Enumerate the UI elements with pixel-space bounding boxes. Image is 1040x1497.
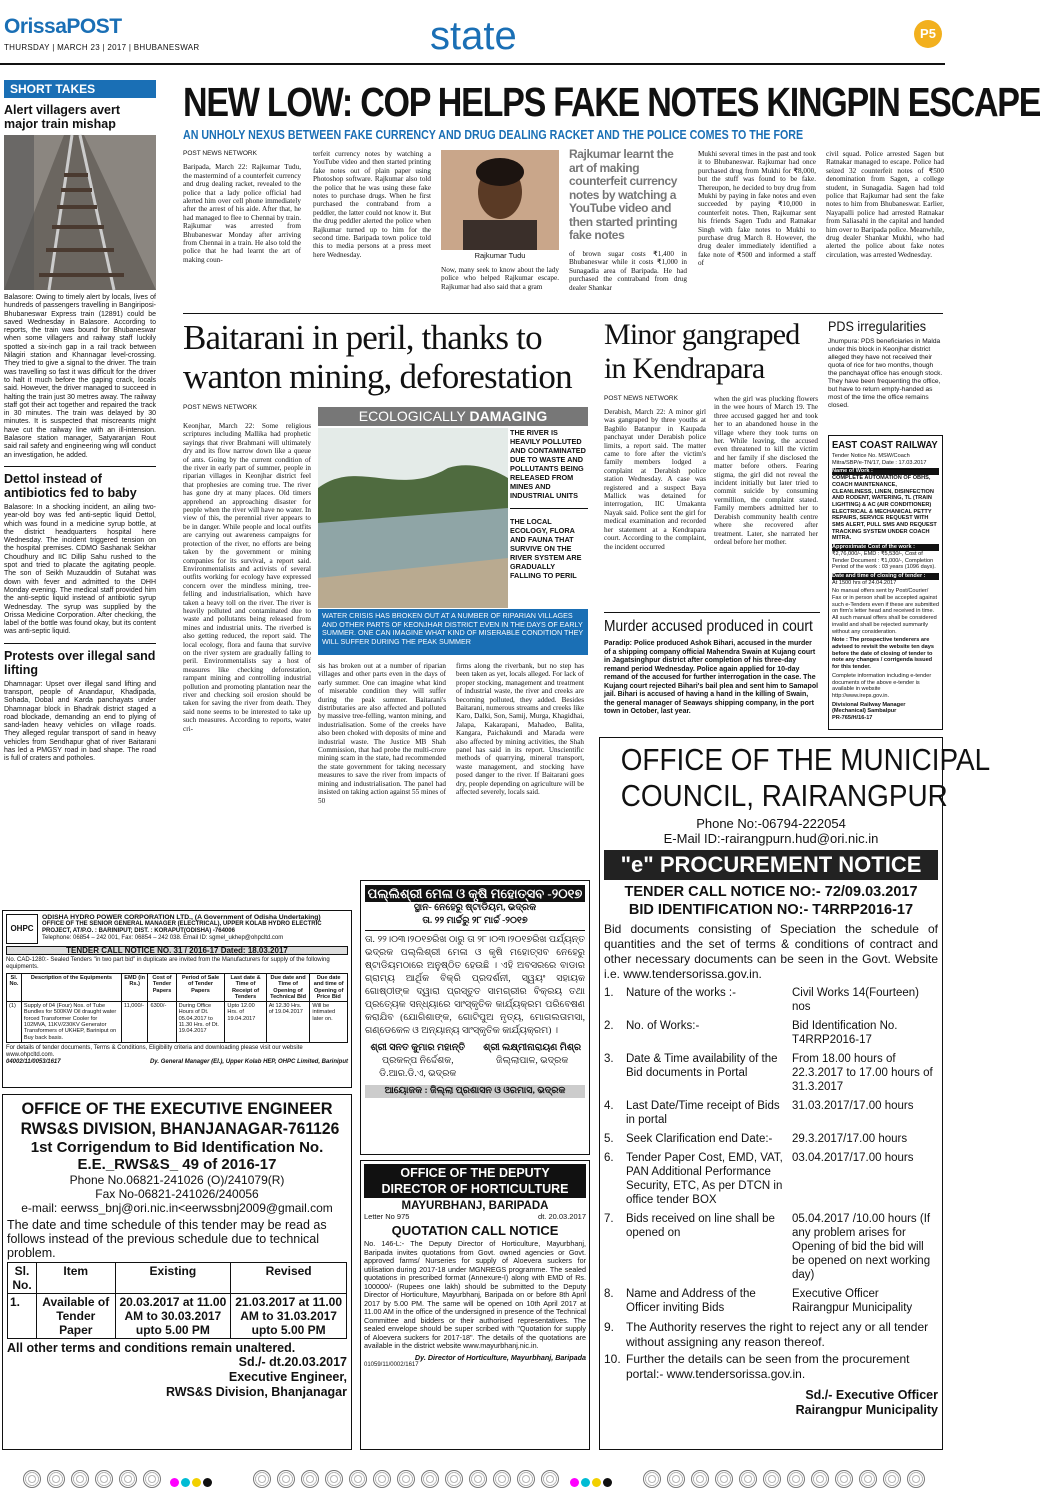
ecr-notice-no: Tender Notice No. MSW/Coach Mitra/SBP/e-TN/17, Date : 17.03.2017 bbox=[832, 453, 927, 466]
table-cell: Will be intimated later on. bbox=[310, 1002, 348, 1043]
table-row bbox=[7, 1002, 348, 1043]
table-header: Existing bbox=[115, 1263, 231, 1294]
ohpc-notice: TENDER CALL NOTICE NO. 31 / 2016-17 Dated: 18.03.2017 bbox=[6, 946, 348, 955]
table-cell: Upto 12.00 Hrs. of 19.04.2017 bbox=[225, 1002, 266, 1043]
byline: POST NEWS NETWORK bbox=[183, 404, 257, 411]
item-value: 05.04.2017 /10.00 hours (If any problem arises for Opening of bid the bid will be opened on next working day) bbox=[792, 1213, 931, 1281]
horti-sign: Dy. Director of Horticulture, Mayurbhanj, Baripada bbox=[414, 1352, 586, 1362]
pallishree-venue: ସ୍ଥାନ- ନେହେରୁ ଷ୍ଟାଡିୟମ, ଭଦ୍ରକ bbox=[413, 903, 537, 913]
masthead-logo: OrissaPOST bbox=[4, 15, 122, 38]
article-text: Baripada, March 22: Rajkumar Tudu, the mastermind of a counterfeit currency and drug dealing racket, revealed to the police that a lady police official had alerted him over cell phone immediately after the arrest of his aide. After that, he had managed to flee to Chennai by train. Rajkumar was arrested from Bhubaneswar Monday after arriving from Chennai in a train. He also told the police that he had learnt the art of making coun- bbox=[183, 163, 301, 264]
lead-col4: of brown sugar costs ₹1,400 in Bhubaneswar while it costs ₹1,000 in Sunagadia area of Baripada. He had purchased the contraband from drug dealer Shankar bbox=[569, 250, 687, 292]
pallishree-organiser: ଆୟୋଜକ : ଜିଲ୍ଲା ପ୍ରଶାସନ ଓ ଓରମାସ, ଭଦ୍ରକ bbox=[365, 1085, 585, 1098]
lead-col5: Mukhi several times in the past and took it to Bhubaneswar. Rajkumar had once purchased drug from Mukhi for ₹8,000, but the stuff was found to be fake. Thereupon, he decided to buy drug from Mukhi by paying in fake notes and even succeeded by paying ₹10,000 in counterfeit notes. Then, Rajkumar sent his friends Sagen Tudu and Ratnakar Singh with fake notes to Mukhi to purchase drug March 8. However, the drug dealer immediately identified a fake note of ₹500 and informed a staff of bbox=[698, 150, 816, 268]
item-label: Last Date/Time receipt of Bids in portal bbox=[626, 1100, 780, 1126]
minor-col2: when the girl was plucking flowers in the wee hours of March 19. The three accused gagged her and took her to an abandoned house in the village where they took turns on her. While leaving, the accused even threatened to kill the victim and her family if she disclosed the matter before others. Fearing stigma, the girl did not reveal the incident initially but later tried to commit suicide by consuming vermillion, the complaint stated. Family members admitted her to Derabish community health centre where she recovered after treatment. Later, she narrated her ordeal before her mother. bbox=[714, 395, 818, 546]
horti-code: 01059/11/0002/1617 bbox=[364, 1361, 419, 1368]
short-take-headline: Alert villagers avert major train mishap bbox=[4, 103, 121, 131]
print-registration-strip bbox=[0, 1468, 945, 1492]
page-number-badge bbox=[914, 20, 942, 48]
table-header: Period of Sale of Tender Papers bbox=[176, 974, 225, 1002]
color-dots bbox=[570, 1474, 614, 1492]
ohpc-footer: For details of tender documents, Terms & Conditions, Eligibility criteria and downloading please visit our website www.ohpcltd.com. bbox=[6, 1044, 303, 1058]
masthead bbox=[4, 15, 122, 39]
item-label: Date & Time availability of the Bid documents in Portal bbox=[626, 1053, 778, 1079]
municipal-sign: Sd./- Executive Officer bbox=[805, 1388, 938, 1402]
table-cell: 20.03.2017 at 11.00 AM to 30.03.2017 upto 5.00 PM bbox=[115, 1294, 231, 1339]
ohpc-office: OFFICE OF THE SENIOR GENERAL MANAGER (ELECTRICAL), UPPER KOLAB HYDRO ELECTRIC PROJECT, AT/P.O. : BARINIPUT; DIST. : KORAPUT(ODISHA) -764006 bbox=[42, 921, 322, 934]
item-number: 2. bbox=[604, 1020, 614, 1032]
east-coast-railway-ad bbox=[828, 435, 943, 730]
item-label: Name and Address of the Officer inviting Bids bbox=[626, 1288, 756, 1314]
municipal-item-row bbox=[604, 1019, 938, 1047]
lead-subhead: AN UNHOLY NEXUS BETWEEN FAKE CURRENCY AND DRUG DEALING RACKET AND THE POLICE COMES TO THE FORE bbox=[183, 127, 804, 142]
divider bbox=[604, 612, 820, 613]
ohpc-contact: Telephone: 06854 – 242 001, Fax: 06854 – 242 038. Email ID: sgmel_ukhep@ohpcltd.com bbox=[42, 935, 284, 941]
pallishree-title: ପଲ୍ଲିଶ୍ରୀ ମେଳା ଓ କୃଷି ମହୋତ୍ସବ -୨୦୧୭ bbox=[365, 885, 585, 902]
item-label: Tender Paper Cost, EMD, VAT, PAN Additional Performance Security, ETC, As per DTCN in office tender BOX bbox=[626, 1152, 783, 1206]
item-text: Further the details can be seen from the procurement portal:- www.tendersorissa.gov.in. bbox=[626, 1352, 910, 1381]
registration-marks bbox=[20, 1470, 164, 1493]
registration-marks bbox=[250, 1470, 562, 1493]
item-number: 7. bbox=[604, 1213, 614, 1225]
table-cell: Available of Tender Paper bbox=[37, 1294, 116, 1339]
murder-body: Paradip: Police produced Ashok Bihari, accused in the murder of a shipping company official Mahendra Swain at Kujang court in Jagatsinghpur district after completion of his three-day remand period Wednesday. Police again applied for 10-day remand of the accused for further interrogation in the case. The Kujang court rejected Bihari's bail plea and sent him to Samapol jail. Bihari is accused of having a hand in the killing of Swain, the general manager of Seaways shipping company, in the port town in October, last year. bbox=[604, 640, 819, 715]
ecr-sign: Divisional Railway Manager (Mechanical) Sambalpur bbox=[832, 701, 906, 715]
short-take-body: Balasore: In a shocking incident, an ailing two-year-old boy was fed anti-septic liquid Dettol, which was found in a medicine syrup bottle, at the district headquarters hospital here Wednesday. The incident triggered tension on the hospital premises. CDMO Sashanak Sekhar Choudhury and IIC Dillip Sahu rushed to the spot and tried to placate the agitating people. The son of Seikh Muzauddin of Sutahat was down with fever and admitted to the DHH Monday evening. The medical staff provided him the anti-septic liquid instead of antibiotic syrup Wednesday. The syrup was supplied by the Orissa Medicine Corporation. After checking, the label of the bottle was found okay, but its content was anti-septic liquid. bbox=[4, 503, 156, 636]
horti-title: OFFICE OF THE DEPUTY DIRECTOR OF HORTICULTURE bbox=[364, 1164, 586, 1198]
header-rule bbox=[0, 63, 945, 65]
ecr-cost-label: Approximate Cost of the work : bbox=[832, 544, 939, 551]
item-label: Seek Clarification end Date:- bbox=[626, 1133, 773, 1145]
table-header: Due date and Time of Opening of Technical Bid bbox=[266, 974, 310, 1002]
municipal-email: E-Mail ID:-rairangpurn.hud@ori.nic.in bbox=[663, 831, 879, 846]
item-text: The Authority reserves the right to reject any or all tender without assigning any reason thereof. bbox=[626, 1320, 929, 1349]
item-value: Executive Officer Rairangpur Municipality bbox=[792, 1288, 913, 1314]
pds-headline: PDS irregularities bbox=[828, 318, 927, 334]
lead-col3: Now, many seek to know about the lady police who helped Rajkumar escape. Rajkumar had also said that a gram bbox=[441, 266, 559, 291]
highlight-text: THE RIVER IS HEAVILY POLLUTED AND CONTAMINATED DUE TO WASTE AND POLLUTANTS BEING RELEASED FROM MINES AND INDUSTRIAL UNITS bbox=[510, 428, 586, 500]
pallishree-dates: ତା. ୨୨ ମାର୍ଚ୍ଚରୁ ୨୮ ମାର୍ଚ୍ଚ -୨୦୧୭ bbox=[365, 915, 585, 931]
municipal-title: COUNCIL, RAIRANGPUR bbox=[620, 778, 948, 813]
table-cell: Supply of 04 (Four) Nos. of Tube Bundles for 500KW Oil draught water forced Transformer Cooler for 102MVA, 11KV/230KV Generator Transformers of UKHEP, Bariniput on Buy back basis. bbox=[21, 1002, 121, 1043]
short-takes-column bbox=[4, 80, 156, 892]
short-take-body: Dhamnagar: Upset over illegal sand lifting and transport, people of Anandapur, Khadipada, Sohada, Dobal and Karda panchayats under Dhamnagar block in Bhadrak district staged a road blockade, demanding an end to plying of sand-laden heavy vehicles on village roads. They alleged regular transport of sand in heavy vehicles from Sendhapur ghat of river Baitarani has led a PMGSY road in bad shape. The road is full of craters and potholes. bbox=[4, 680, 156, 763]
baitarani-photo-caption: WATER CRISIS HAS BROKEN OUT AT A NUMBER OF RIPARIAN VILLAGES AND OTHER PARTS OF KEONJHAR DISTRICT EVEN IN THE DAYS OF EARLY SUMMER. ONE CAN IMAGINE WHAT KIND OF MISERABLE CONDITION THEY WILL SUFFER DURING THE PEAK SUMMER bbox=[318, 609, 588, 655]
horti-body: No. 146-L:- The Deputy Director of Horticulture, Mayurbhanj, Baripada invites quotations from Govt. owned agencies or Govt. approved farms/ Nurseries for supply of Aloevera suckers for utilisation during 2017-18 under MGNREGS programme. The sealed quotations in prescribed format (Annexure-I) along with EMD of Rs. 100000/- (Rupees one lakh) should be submitted to the Deputy Director of Horticulture, Mayurbhanj, Baripada on or before 8th April 2017 by 5.00 PM. The same will be opened on 10th April 2017 at 11.00 AM in the office of the undersigned in presence of the Technical Committee and bidders or their authorised representatives. The sealed envelope should be super scribed with "Quotation for supply of Aloevera suckers for 2017-18". The details of the quotations are available in the district website www.mayurbhanj.nic.in. bbox=[364, 1239, 586, 1350]
ecr-info: Complete information including e-tender documents of the above e-tender is available in website http://www.ireps.gov.in. bbox=[832, 672, 932, 699]
municipal-item-row bbox=[604, 1099, 938, 1127]
divider bbox=[510, 508, 588, 509]
item-number: 9. bbox=[604, 1320, 615, 1334]
lead-col6: civil squad. Police arrested Sagen but Ratnakar managed to escape. Police had seized 32 counterfeit notes of ₹500 denomination from Sagen, a college student, in Sunagadia. Sagen had told police that Rajkumar had sent the fake notes to him from Bhubaneswar. Earlier, Nayapalli police had arrested Ratnakar from Saliasahi in the capital and handed him over to Baripada police. Meanwhile, drug dealer Shankar Mukhi, who had alerted the police about fake notes circulation, was arrested Wednesday. bbox=[826, 150, 944, 259]
divider bbox=[183, 313, 943, 314]
ohpc-table bbox=[6, 973, 348, 1043]
baitarani-river-photo bbox=[318, 428, 508, 608]
municipal-sign: Rairangpur Municipality bbox=[795, 1403, 938, 1417]
ecologically-damaging-banner: ECOLOGICALLY DAMAGING bbox=[318, 407, 588, 426]
table-cell: 1. bbox=[8, 1294, 37, 1339]
rws-sign: Executive Engineer, bbox=[228, 1370, 347, 1384]
byline: POST NEWS NETWORK bbox=[604, 395, 678, 402]
item-label: No. of Works:- bbox=[626, 1020, 700, 1032]
rws-title2: RWS&S DIVISION, BHANJANAGAR-761126 bbox=[20, 1119, 340, 1138]
item-value: Bid Identification No. T4RRP2016-17 bbox=[792, 1020, 898, 1046]
rws-note: All other terms and conditions remain unaltered. bbox=[7, 1341, 296, 1355]
section-title: state bbox=[430, 14, 517, 58]
item-number: 5. bbox=[604, 1133, 614, 1145]
table-header: Item bbox=[37, 1263, 116, 1294]
table-header: EMD (in Rs.) bbox=[121, 974, 148, 1002]
registration-marks bbox=[640, 1470, 928, 1493]
short-take-headline: Protests over illegal sand lifting bbox=[4, 648, 156, 677]
table-header: Sl. No. bbox=[7, 974, 22, 1002]
rws-corrigendum-ad bbox=[2, 1094, 352, 1450]
ecr-work: COMPLETE AUTOMATION OF OBHS, COACH MAINTENANCE, CLEANLINESS, LINEN, DISINFECTION AND RODENT, WATERING, TL (TRAIN LIGHTING) & AC (AIR CONDITIONER) ELECTRICAL & MECHANICAL PETTY REPAIRS, SERVICE REQUEST WITH SMS ALERT, PULL SMS AND REQUEST TRACKING SYSTEM UNDER COACH MITRA. bbox=[832, 475, 937, 542]
item-number: 10. bbox=[604, 1352, 621, 1366]
baitarani-col2: sis has broken out at a number of riparian villages and other parts even in the days of early summer. One can imagine what kind of miserable condition they will suffer during the peak summer. Baitarani's distributaries are also affected and polluted by massive tree-felling, wanton mining, and industrialisation. Some of the creeks have also been choked with deposits of mine and industrial waste. The Justice MB Shah Commission, that had probe the multi-crore mining scam in the state, had recommended the state government for taking necessary measures to save the river from impacts of mining and industrialisation. The panel had insisted on taking action against 55 mines of 50 bbox=[318, 662, 446, 805]
baitarani-headline: Baitarani in peril, thanks to wanton mining, deforestation bbox=[183, 318, 572, 396]
highlight-text: THE LOCAL ECOLOGY, FLORA AND FAUNA THAT SURVIVE ON THE RIVER SYSTEM ARE GRADUALLY FALLING TO PERIL bbox=[510, 517, 582, 580]
item-number: 4. bbox=[604, 1100, 614, 1112]
ecr-cost: ₹2,76,000/-, EMD : ₹5,530/-, Cost of Tender Document : ₹1,000/-, Completion Period of the work : 03 years (1096 days). bbox=[832, 550, 936, 571]
horticulture-quotation-ad bbox=[360, 1160, 590, 1450]
table-header: Due date and time of Opening of Price Bid bbox=[310, 974, 348, 1002]
table-cell: 6300/- bbox=[148, 1002, 176, 1043]
pull-quote: Rajkumar learnt the art of making counterfeit currency notes by watching a YouTube video and then started printing fake notes bbox=[569, 147, 678, 242]
minor-col1: Derabish, March 22: A minor girl was gangraped by three youths at Bagbilo Batanpur in Kaupada panchayat under Derabish police limits, a report said. The matter came to fore after the victim's family members lodged a complaint at Derabish police station Wednesday. A case was registered and a suspect Baya Mallick was detained for interrogation, IIC Umakanta Nayak said. Police sent the girl for medical examination and recorded her statement at a Kendrapara court. According to the complaint, the incident occurred bbox=[604, 408, 706, 551]
municipal-item-row bbox=[604, 1287, 938, 1315]
ecr-work-label: Name of Work : bbox=[832, 468, 939, 475]
photo-caption: Rajkumar Tudu bbox=[474, 251, 526, 260]
item-value: Civil Works 14(Fourteen) nos bbox=[792, 987, 919, 1013]
ohpc-tender-ad bbox=[2, 910, 352, 1088]
municipal-item-row bbox=[604, 986, 938, 1014]
municipal-title: OFFICE OF THE MUNICIPAL bbox=[620, 742, 991, 777]
item-number: 3. bbox=[604, 1053, 614, 1065]
rws-title1: OFFICE OF THE EXECUTIVE ENGINEER bbox=[21, 1099, 333, 1118]
horti-letter: Letter No 975 bbox=[364, 1212, 410, 1221]
baitarani-col3: firms along the riverbank, but no step has been taken as yet, locals alleged. For lack of proper stocking, management and treatment of industrial waste, the river and creeks are becoming polluted, they added. Besides Baitarani, numerous streams and creeks like Karo, Dalki, Son, Samij, Murga, Khagidhai, Jalapa, Kakarapani, Mahadeo, Balita, Kangara, Paichakundi and Marada were also affected by mining activities, the Shah panel has said in its report. Unscientific methods of quarrying, mineral transport, waste management, and stocking have posed danger to the river. If Baitarani goes dry, people depending on agriculture will be affected severely, locals said. bbox=[456, 662, 584, 797]
municipal-item-row bbox=[604, 1151, 938, 1207]
sign-name: ଶ୍ରୀ ସନତ କୁମାର ମହାନ୍ତି bbox=[370, 1043, 466, 1053]
table-header-row bbox=[8, 1263, 347, 1294]
item-value: 31.03.2017/17.00 hours bbox=[792, 1100, 914, 1112]
pallishree-mela-ad bbox=[360, 880, 590, 1155]
table-cell: (1) bbox=[7, 1002, 22, 1043]
municipal-item-row bbox=[604, 1212, 938, 1282]
horti-place: MAYURBHANJ, BARIPADA bbox=[401, 1200, 549, 1212]
ecr-title: EAST COAST RAILWAY bbox=[832, 439, 938, 451]
sign-title: ପ୍ରକଳ୍ପ ନିର୍ଦ୍ଦେଶକ, ଡି.ଆର.ଡି.ଏ, ଭଦ୍ରକ bbox=[379, 1056, 457, 1079]
procurement-banner: "e" PROCUREMENT NOTICE bbox=[604, 850, 938, 880]
lead-headline: NEW LOW: COP HELPS FAKE NOTES KINGPIN ESCAPE bbox=[183, 79, 1040, 125]
short-take-body: Balasore: Owing to timely alert by locals, lives of hundreds of passengers travelling in Bangiriposi-Bhubaneswar Express train (12891) could be saved Wednesday in Balasore. According to reports, the train was bound for Bhubaneswar when some villagers and railway staff luckily spotted a six-inch gap in a rail track between Nilagiri station and Khannagar level-crossing. They tried to give a signal to the driver. The train was travelling so fast it was difficult for the driver to halt it much before the gaping crack, locals said. However, the driver managed to succeed in halting the train just 30 metres away. The railway staff got their act together and repaired the track in 30 minutes. The train was delayed by 30 minutes. It is suspected that miscreants might have cut the railway line with an ill-intension. Balasore station manager, Satyaranjan Rout said rail safety and engineering wing will conduct an investigation, he added. bbox=[4, 294, 156, 459]
horti-banner: QUOTATION CALL NOTICE bbox=[391, 1223, 559, 1238]
table-header: Last date & Time of Receipt of Tenders bbox=[225, 974, 266, 1002]
divider bbox=[4, 643, 156, 644]
item-value: 03.04.2017/17.00 hours bbox=[792, 1152, 914, 1164]
color-dots bbox=[170, 1474, 214, 1492]
municipal-council-notice bbox=[599, 737, 991, 1450]
rws-phone: Phone No.06821-241026 (O)/241079(R) bbox=[69, 1173, 285, 1187]
ecr-note: Note : The prospective tenderers are advised to revisit the website ten days before the date of closing of tender to note any changes / corrigenda issued for this tender. bbox=[832, 637, 934, 671]
lead-col1 bbox=[183, 150, 301, 264]
municipal-item-row bbox=[604, 1052, 938, 1094]
item-label: Bids received on line shall be opened on bbox=[626, 1213, 775, 1239]
table-cell: At 12.30 Hrs. of 19.04.2017 bbox=[266, 1002, 310, 1043]
page-number: P5 bbox=[920, 26, 936, 41]
rajkumar-tudu-photo bbox=[441, 150, 559, 250]
item-value: 29.3.2017/17.00 hours bbox=[792, 1133, 908, 1145]
rws-table bbox=[7, 1262, 347, 1339]
bid-identification-no: BID IDENTIFICATION NO:- T4RRP2016-17 bbox=[628, 902, 914, 918]
rws-email: e-mail: eerwss_bnj@ori.nic.in<eerwssbnj2009@gmail.com bbox=[21, 1201, 333, 1215]
rws-intro: The date and time schedule of this tender may be read as follows instead of the previous schedule due to technical problem. bbox=[7, 1218, 327, 1260]
table-header: Revised bbox=[231, 1263, 347, 1294]
table-header: Cost of Tender Papers bbox=[148, 974, 176, 1002]
pallishree-body: ତା. ୨୨।୦୩।୨୦୧୭ରିଖ ଠାରୁ ତା ୨୮।୦୩।୨୦୧୭ରିଖ ପର୍ଯ୍ୟନ୍ତ ଭଦ୍ରକ ପଲ୍ଲିଶ୍ରୀ ମେଳା ଓ କୃଷି ମହୋତ୍ସବ ନେହେରୁ ଷ୍ଟାଡିୟମଠାରେ ଅନୁଷ୍ଠିତ ହେଉଛି । ଏହି ଅବସରରେ ବାଡାର ଗ୍ରାମ୍ୟ ଆର୍ଥିକ ବିକ୍ରି ପ୍ରଦର୍ଶନୀ, ସ୍ୱୟଂ ସହାୟକ ଗୋଷ୍ଠୀଙ୍କ ଦ୍ୱାରା ପ୍ରସ୍ତୁତ ସାମଗ୍ରୀର ବିକ୍ରୟ ତଥା ପ୍ରତ୍ୟେକ ସନ୍ଧ୍ୟାରେ ସାଂସ୍କୃତିକ କାର୍ଯ୍ୟକ୍ରମ ପରିବେଷଣ କରାଯିବ (ଯୋଗିଶାଙ୍କ, ଗୋଟିପୁଅ ନୃତ୍ୟ, ମୋଗଲତାମସା, ଗଣ୍ଡେକେଳ ଓ ଅନ୍ୟାନ୍ୟ ସାଂସ୍କୃତିକ କାର୍ଯ୍ୟକ୍ରମ) । bbox=[365, 935, 585, 1036]
sign-title: ଜିଲ୍ଲାପାଳ, ଭଦ୍ରକ bbox=[496, 1056, 569, 1066]
ohpc-sign: Dy. General Manager (El.), Upper Kolab HEP, OHPC Limited, Bariniput bbox=[149, 1058, 348, 1065]
ecr-code: PR-765/H/16-17 bbox=[832, 715, 873, 722]
minor-headline: Minor gangraped in Kendrapara bbox=[604, 318, 800, 385]
municipal-item-row bbox=[604, 1132, 938, 1146]
ohpc-code: 04002/11/0053/1617 bbox=[6, 1058, 61, 1065]
ecr-closing-label: Date and time of closing of tender : bbox=[832, 573, 939, 580]
byline: POST NEWS NETWORK bbox=[183, 150, 257, 157]
item-value: From 18.00 hours of 22.3.2017 to 17.00 hours of 31.3.2017 bbox=[792, 1053, 933, 1093]
tender-call-no: TENDER CALL NOTICE NO:- 72/09.03.2017 bbox=[624, 884, 918, 900]
ecr-body: No manual offers sent by Post/Courier/ Fax or in person shall be accepted against such e-Tenders even if these are submitted on firm's letter head and received in time. All such manual offers shall be considered invalid and shall be rejected summarily without any consideration. bbox=[832, 588, 939, 635]
rws-sign: Sd./- dt.20.03.2017 bbox=[238, 1355, 347, 1369]
sign-name: ଶ୍ରୀ ଲକ୍ଷ୍ମୀନାରାୟଣ ମିଶ୍ର bbox=[483, 1043, 582, 1053]
municipal-intro: Bid documents consisting of Speciation the schedule of quantities and the set of terms & conditions of contract and other necessary documents can be seen in the Govt. Website i.e. www.tendersorissa.gov.in. bbox=[604, 922, 938, 981]
baitarani-col1: Keonjhar, March 22: Some religious scriptures including Mallika had prophetic sayings that river Brahmani will ultimately dry and its flow narrow down like a queue of ants. Going by the current condition of the river in early part of summer, people in riparian villages in Keonjhar district feel that prophesies are coming true. The river has gone dry at many places. Old timers apprehend an approaching disaster for people when the river will have no water. In view of this, the perennial river appears to be in danger. While people and local outfits are carrying out awareness campaigns for protection of the river, no efforts are being taken by the government or mining companies for its survival, a report said. Environmentalists and activists of several outfits working for ecology have expressed concern over the mindless mining, tree-felling and industrialisation, which have taken a heavy toll on the river. The river is heavily polluted and contaminated due to waste and pollutants being released from mines and industrial units. The riverbed is also getting reduced, the report said. The local ecology, flora and fauna that survive on the river system are gradually falling to peril. Environmentalists say a host of measures like checking deforestation, rampant mining and controlling industrial pollution and promoting plantation near the river and checking soil erosion should be taken for saving the river from death. They said none seems to be interested to take up such measures. According to reports, water cri- bbox=[183, 422, 311, 733]
rws-fax: Fax No-06821-241026/240056 bbox=[95, 1187, 259, 1201]
baitarani-highlights bbox=[510, 428, 588, 580]
train-track-photo bbox=[4, 135, 156, 290]
rws-corrigendum: 1st Corrigendum to Bid Identification No. bbox=[30, 1139, 324, 1156]
municipal-phone: Phone No:-06794-222054 bbox=[696, 816, 846, 831]
ohpc-intro: No. CAD-1280:- Sealed Tenders "in two part bid" in duplicate are invited from the Manufacturers for supply of the following equipments. bbox=[6, 957, 330, 970]
murder-headline: Murder accused produced in court bbox=[604, 618, 813, 635]
item-number: 6. bbox=[604, 1152, 614, 1164]
horti-date: dt. 20.03.2017 bbox=[538, 1212, 586, 1221]
lead-col2: terfeit currency notes by watching a YouTube video and then started printing fake notes out of plain paper using Photoshop software. Rajkumar also told the police that he was using these fake notes to purchase drugs. When he first purchased the contraband from a peddler, the latter could not know it. But the drug peddler alerted the police when Rajkumar turned up to him for the second time. Baripada town police told this to media persons at a press meet here Wednesday. bbox=[313, 150, 431, 259]
table-cell: 11,000/- bbox=[121, 1002, 148, 1043]
municipal-items bbox=[604, 986, 938, 1315]
date-line: THURSDAY | MARCH 23 | 2017 | BHUBANESWAR bbox=[4, 43, 200, 52]
ecr-closing: At 1500 hrs of 24.04.2017 bbox=[832, 579, 897, 586]
pds-body: Jhumpura: PDS beneficiaries in Malda under this block in Keonjhar district alleged they have not received their quota of rice for two months, though the panchayat office has enough stock. They have been frequenting the office, but have to return empty-handed as most of the time the office remains closed. bbox=[828, 338, 943, 409]
table-header-row bbox=[7, 974, 348, 1002]
divider bbox=[4, 466, 156, 467]
table-row bbox=[8, 1294, 347, 1339]
ohpc-logo: OHPC bbox=[6, 914, 38, 944]
item-number: 1. bbox=[604, 987, 614, 999]
table-header: Description of the Equipments bbox=[21, 974, 121, 1002]
table-header: Sl. No. bbox=[8, 1263, 37, 1294]
table-cell: 21.03.2017 at 11.00 AM to 31.03.2017 upto 5.00 PM bbox=[231, 1294, 347, 1339]
short-take-headline: Dettol instead of antibiotics fed to baby bbox=[4, 471, 137, 500]
short-takes-label: SHORT TAKES bbox=[4, 80, 156, 98]
item-number: 8. bbox=[604, 1288, 614, 1300]
ohpc-title: ODISHA HYDRO POWER CORPORATION LTD., (A Government of Odisha Undertaking) bbox=[42, 914, 321, 921]
item-label: Nature of the works :- bbox=[626, 987, 736, 999]
rws-sign: RWS&S Division, Bhanjanagar bbox=[165, 1385, 347, 1399]
rws-bid: E.E._RWS&S_ 49 of 2016-17 bbox=[77, 1156, 277, 1173]
table-cell: During Office Hours of Dt. 05.04.2017 to 11.30 Hrs. of Dt. 19.04.2017 bbox=[176, 1002, 225, 1043]
pds-panel bbox=[828, 318, 943, 410]
